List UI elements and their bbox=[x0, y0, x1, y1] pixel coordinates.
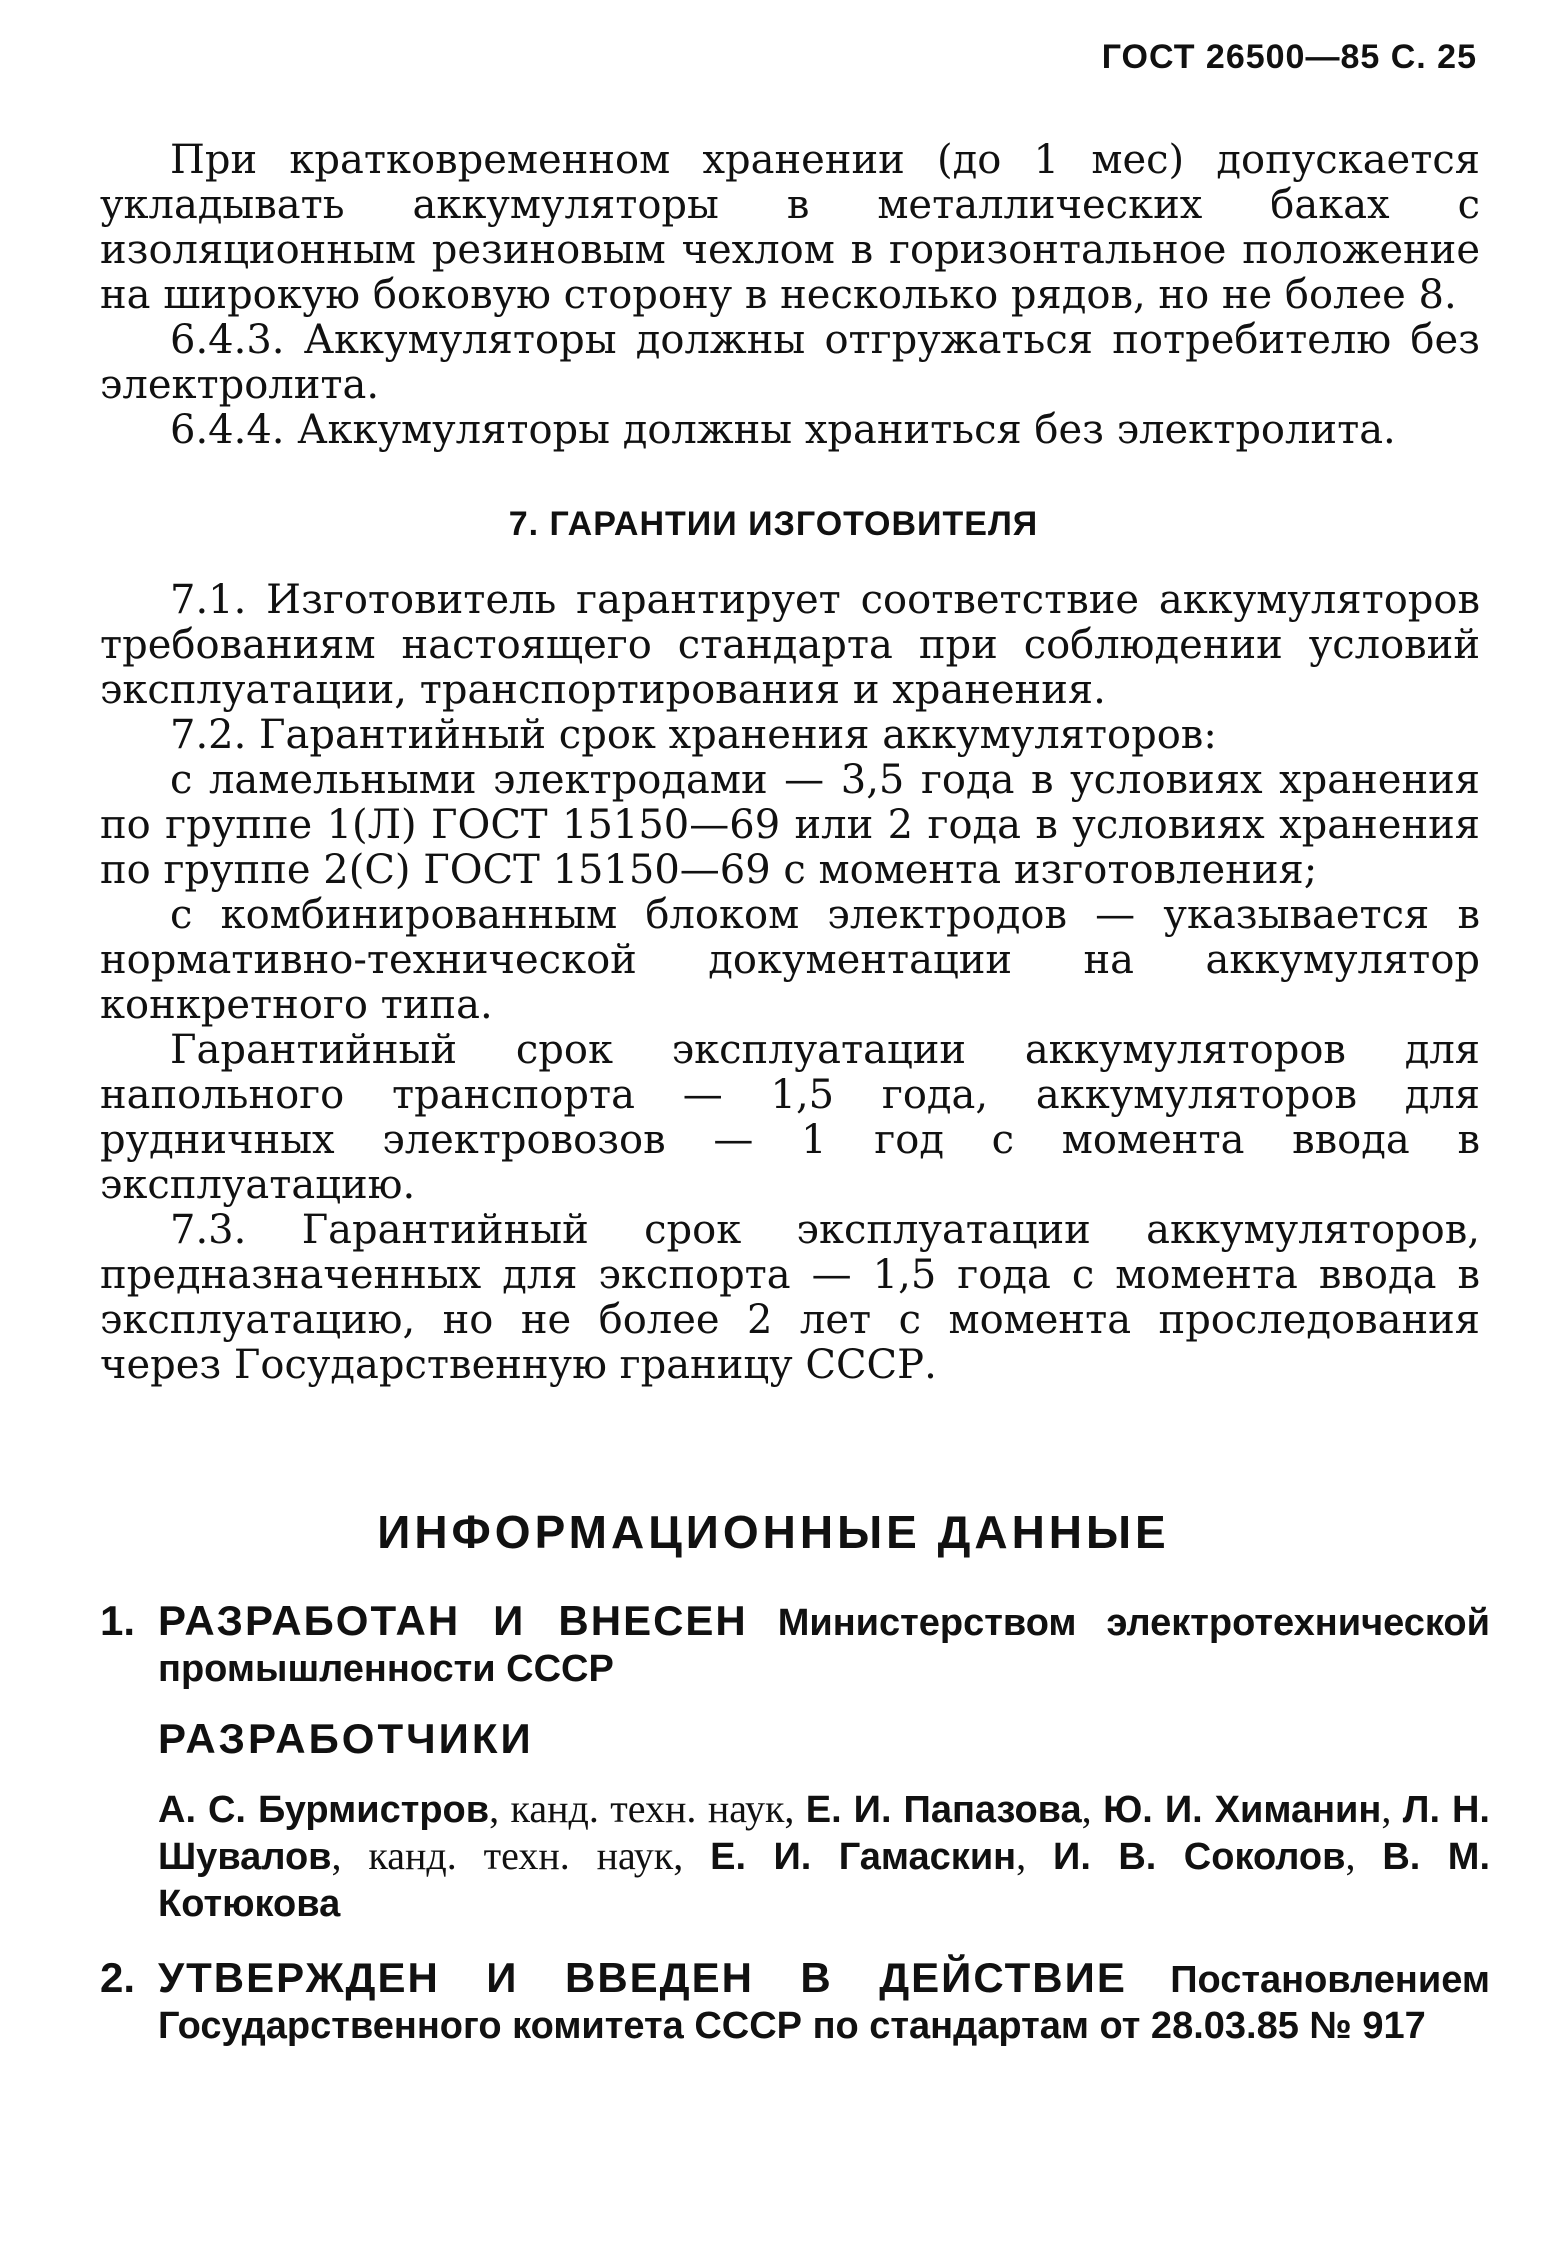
developer-name: Ю. И. Химанин bbox=[1103, 1789, 1382, 1831]
item-number: 1. bbox=[100, 1597, 136, 1644]
item-number: 2. bbox=[100, 1954, 136, 2001]
section-7-title: 7. ГАРАНТИИ ИЗГОТОВИТЕЛЯ bbox=[508, 505, 1039, 543]
developer-title: , канд. техн. наук, bbox=[331, 1833, 711, 1878]
item-text: Министерством электротехнической промышленности СССР bbox=[158, 1602, 1490, 1690]
section-6-text bbox=[100, 138, 1480, 453]
developer-title: , канд. техн. наук, bbox=[489, 1786, 806, 1831]
developer-title: , bbox=[1081, 1786, 1104, 1831]
paragraph: 7.2. Гарантийный срок хранения аккумуляторов: bbox=[170, 712, 1217, 758]
developers-content bbox=[158, 1692, 1490, 1927]
developer-title: , bbox=[1381, 1786, 1403, 1831]
developer-name: Е. И. Гамаскин bbox=[710, 1836, 1017, 1878]
info-data-block bbox=[100, 1598, 1490, 2049]
developers-heading: РАЗРАБОТЧИКИ bbox=[158, 1715, 534, 1762]
paragraph: 6.4.4. Аккумуляторы должны храниться без электролита. bbox=[170, 407, 1396, 453]
info-item-1 bbox=[100, 1598, 1490, 1692]
developer-name: И. В. Соколов bbox=[1053, 1836, 1346, 1878]
item-content bbox=[158, 1955, 1490, 2049]
paragraph: Гарантийный срок эксплуатации аккумуляторов для напольного транспорта — 1,5 года, аккумуляторов для рудничных электровозов — 1 год с момента ввода в эксплуатацию. bbox=[100, 1027, 1480, 1208]
paragraph: с комбинированным блоком электродов — указывается в нормативно-технической документации на аккумулятор конкретного типа. bbox=[100, 892, 1480, 1028]
developers-row bbox=[100, 1692, 1490, 1927]
page-header: ГОСТ 26500—85 С. 25 bbox=[1101, 38, 1477, 76]
paragraph: 7.1. Изготовитель гарантирует соответствие аккумуляторов требованиям настоящего стандарта при соблюдении условий эксплуатации, транспортирования и хранения. bbox=[100, 577, 1480, 713]
developer-title: , bbox=[1345, 1833, 1383, 1878]
developers-list bbox=[158, 1786, 1490, 1927]
item-caps: УТВЕРЖДЕН И ВВЕДЕН В ДЕЙСТВИЕ bbox=[158, 1954, 1127, 2001]
developer-title: , bbox=[1016, 1833, 1054, 1878]
item-text: Постановлением Государственного комитета СССР по стандартам от 28.03.85 № 917 bbox=[158, 1959, 1490, 2047]
item-content bbox=[158, 1598, 1490, 1692]
info-item-2 bbox=[100, 1955, 1490, 2049]
developer-name: А. С. Бурмистров bbox=[158, 1789, 490, 1831]
paragraph: При кратковременном хранении (до 1 мес) допускается укладывать аккумуляторы в металлических баках с изоляционным резиновым чехлом в горизонтальное положение на широкую боковую сторону в несколько рядов, но не более 8. bbox=[100, 137, 1480, 318]
paragraph: 7.3. Гарантийный срок эксплуатации аккумуляторов, предназначенных для экспорта — 1,5 года с момента ввода в эксплуатацию, но не более 2 лет с момента проследования через Государственную границу СССР. bbox=[100, 1207, 1480, 1388]
developer-name: Е. И. Папазова bbox=[805, 1789, 1082, 1831]
item-caps: РАЗРАБОТАН И ВНЕСЕН bbox=[158, 1597, 748, 1644]
paragraph: с ламельными электродами — 3,5 года в условиях хранения по группе 1(Л) ГОСТ 15150—69 или 2 года в условиях хранения по группе 2(С) ГОСТ 15150—69 с момента изготовления; bbox=[100, 757, 1480, 893]
paragraph: 6.4.3. Аккумуляторы должны отгружаться потребителю без электролита. bbox=[100, 317, 1480, 408]
info-data-title: ИНФОРМАЦИОННЫЕ ДАННЫЕ bbox=[377, 1506, 1170, 1558]
section-7-text bbox=[100, 578, 1480, 1388]
developer-name: Л. Н. Шувалов bbox=[158, 1789, 1490, 1878]
developer-name: В. М. Котюкова bbox=[158, 1836, 1490, 1925]
